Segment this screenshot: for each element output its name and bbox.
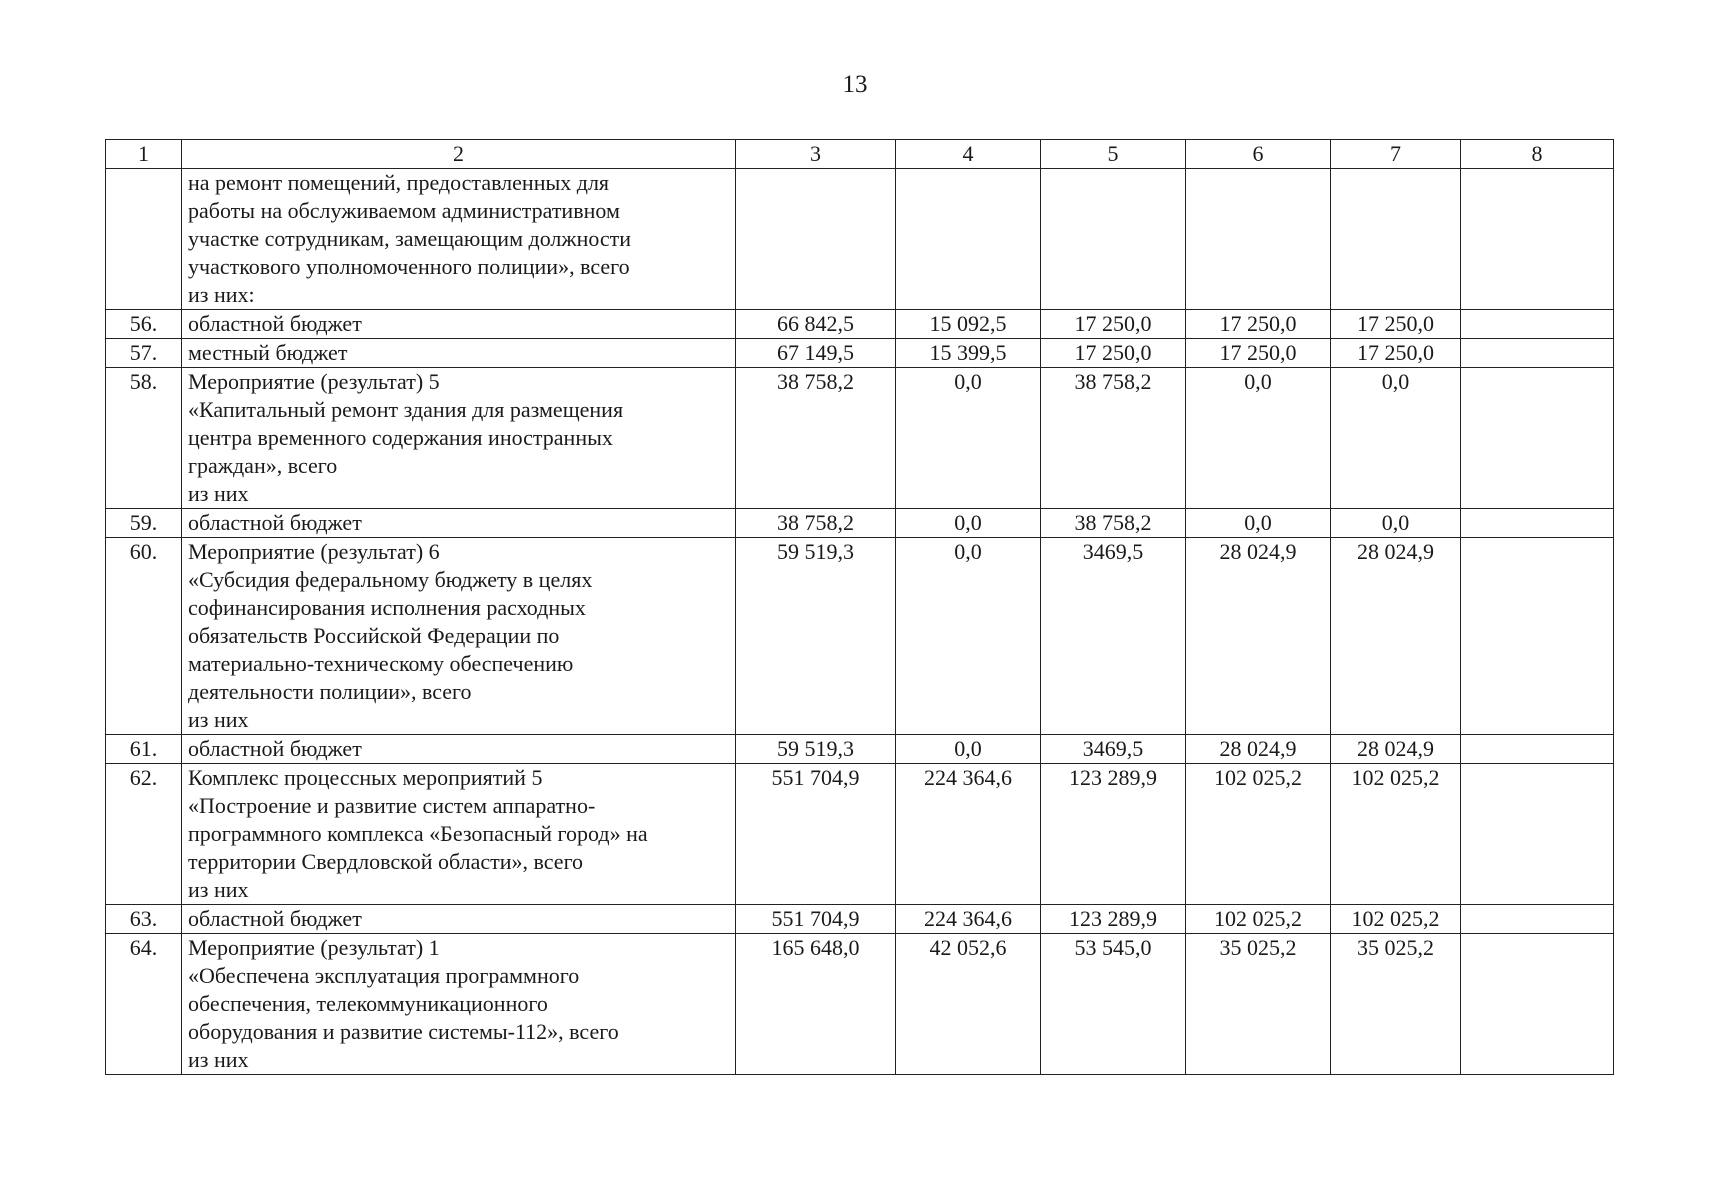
table-row — [106, 538, 1614, 735]
cell-col5: 123 289,9 — [1041, 905, 1186, 934]
cell-col3: 66 842,5 — [736, 310, 896, 339]
cell-col7: 28 024,9 — [1331, 538, 1461, 735]
cell-col7: 0,0 — [1331, 368, 1461, 509]
cell-col8 — [1461, 368, 1614, 509]
cell-col4: 42 052,6 — [896, 934, 1041, 1075]
cell-col7: 17 250,0 — [1331, 339, 1461, 368]
table-row — [106, 368, 1614, 509]
cell-col7: 0,0 — [1331, 509, 1461, 538]
cell-col4: 224 364,6 — [896, 764, 1041, 905]
cell-col5: 3469,5 — [1041, 538, 1186, 735]
cell-col4: 15 399,5 — [896, 339, 1041, 368]
table-row — [106, 310, 1614, 339]
row-number: 57. — [106, 339, 182, 368]
cell-col7: 28 024,9 — [1331, 735, 1461, 764]
row-description: Мероприятие (результат) 1 «Обеспечена эксплуатация программного обеспечения, телекоммуникационного оборудования и развитие системы-112», всего из них — [182, 934, 736, 1075]
cell-col3: 59 519,3 — [736, 538, 896, 735]
cell-col6: 0,0 — [1186, 509, 1331, 538]
cell-col4: 0,0 — [896, 538, 1041, 735]
row-description: местный бюджет — [182, 339, 736, 368]
cell-col3: 38 758,2 — [736, 368, 896, 509]
cell-col5: 53 545,0 — [1041, 934, 1186, 1075]
row-description: Мероприятие (результат) 6 «Субсидия федеральному бюджету в целях софинансирования исполнения расходных обязательств Российской Федерации по материально-техническому обеспечению деятельности полиции», всего из них — [182, 538, 736, 735]
cell-col5: 38 758,2 — [1041, 368, 1186, 509]
row-description: Мероприятие (результат) 5 «Капитальный ремонт здания для размещения центра временного содержания иностранных граждан», всего из них — [182, 368, 736, 509]
cell-col5: 123 289,9 — [1041, 764, 1186, 905]
cell-col3: 38 758,2 — [736, 509, 896, 538]
cell-col5: 17 250,0 — [1041, 310, 1186, 339]
row-description: на ремонт помещений, предоставленных для работы на обслуживаемом административном участке сотрудникам, замещающим должности участкового уполномоченного полиции», всего из них: — [182, 169, 736, 310]
cell-col4: 15 092,5 — [896, 310, 1041, 339]
column-header-2: 2 — [182, 140, 736, 169]
cell-col3: 67 149,5 — [736, 339, 896, 368]
cell-col3: 165 648,0 — [736, 934, 896, 1075]
cell-col6: 28 024,9 — [1186, 538, 1331, 735]
cell-col5: 17 250,0 — [1041, 339, 1186, 368]
page-number: 13 — [842, 71, 868, 98]
table-row — [106, 509, 1614, 538]
cell-col8 — [1461, 169, 1614, 310]
cell-col4 — [896, 169, 1041, 310]
table-row — [106, 339, 1614, 368]
row-number: 61. — [106, 735, 182, 764]
cell-col7 — [1331, 169, 1461, 310]
row-number: 56. — [106, 310, 182, 339]
table-row — [106, 764, 1614, 905]
row-number: 63. — [106, 905, 182, 934]
table-row — [106, 169, 1614, 310]
row-number: 58. — [106, 368, 182, 509]
cell-col5: 3469,5 — [1041, 735, 1186, 764]
cell-col6: 35 025,2 — [1186, 934, 1331, 1075]
column-header-4: 4 — [896, 140, 1041, 169]
cell-col6 — [1186, 169, 1331, 310]
column-header-3: 3 — [736, 140, 896, 169]
cell-col6: 28 024,9 — [1186, 735, 1331, 764]
cell-col5 — [1041, 169, 1186, 310]
cell-col8 — [1461, 339, 1614, 368]
cell-col6: 102 025,2 — [1186, 905, 1331, 934]
cell-col8 — [1461, 934, 1614, 1075]
cell-col6: 102 025,2 — [1186, 764, 1331, 905]
row-number: 60. — [106, 538, 182, 735]
column-header-8: 8 — [1461, 140, 1614, 169]
cell-col8 — [1461, 538, 1614, 735]
cell-col4: 224 364,6 — [896, 905, 1041, 934]
table-row — [106, 934, 1614, 1075]
row-number — [106, 169, 182, 310]
cell-col6: 17 250,0 — [1186, 339, 1331, 368]
cell-col6: 17 250,0 — [1186, 310, 1331, 339]
row-description: областной бюджет — [182, 310, 736, 339]
cell-col8 — [1461, 310, 1614, 339]
column-header-6: 6 — [1186, 140, 1331, 169]
row-description: областной бюджет — [182, 735, 736, 764]
table-header-row — [106, 140, 1614, 169]
cell-col7: 17 250,0 — [1331, 310, 1461, 339]
cell-col3: 551 704,9 — [736, 764, 896, 905]
cell-col5: 38 758,2 — [1041, 509, 1186, 538]
column-header-1: 1 — [106, 140, 182, 169]
column-header-5: 5 — [1041, 140, 1186, 169]
table-row — [106, 735, 1614, 764]
cell-col4: 0,0 — [896, 509, 1041, 538]
row-number: 59. — [106, 509, 182, 538]
row-number: 62. — [106, 764, 182, 905]
cell-col8 — [1461, 905, 1614, 934]
cell-col4: 0,0 — [896, 368, 1041, 509]
cell-col4: 0,0 — [896, 735, 1041, 764]
cell-col7: 102 025,2 — [1331, 905, 1461, 934]
cell-col7: 102 025,2 — [1331, 764, 1461, 905]
row-description: областной бюджет — [182, 509, 736, 538]
row-number: 64. — [106, 934, 182, 1075]
cell-col8 — [1461, 764, 1614, 905]
cell-col6: 0,0 — [1186, 368, 1331, 509]
column-header-7: 7 — [1331, 140, 1461, 169]
row-description: областной бюджет — [182, 905, 736, 934]
cell-col7: 35 025,2 — [1331, 934, 1461, 1075]
row-description: Комплекс процессных мероприятий 5 «Построение и развитие систем аппаратно- программного комплекса «Безопасный город» на территории Свердловской области», всего из них — [182, 764, 736, 905]
table-row — [106, 905, 1614, 934]
budget-table — [105, 139, 1614, 1075]
cell-col3 — [736, 169, 896, 310]
cell-col8 — [1461, 509, 1614, 538]
cell-col3: 551 704,9 — [736, 905, 896, 934]
cell-col3: 59 519,3 — [736, 735, 896, 764]
cell-col8 — [1461, 735, 1614, 764]
